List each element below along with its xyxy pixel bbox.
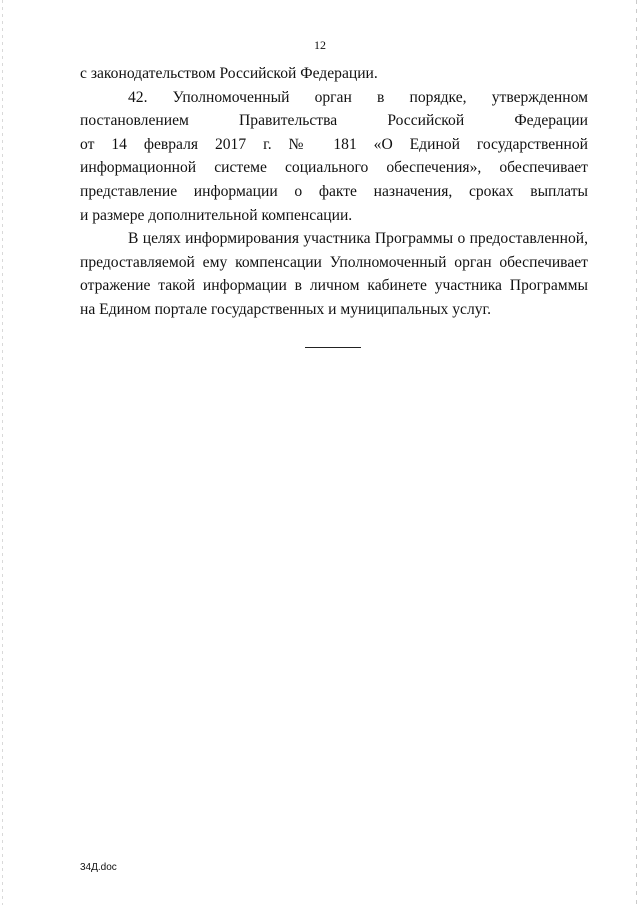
footer-filename: 34Д.doc — [80, 862, 117, 873]
end-separator — [305, 347, 361, 348]
text-line: постановлением Правительства Российской Федерации — [80, 112, 588, 130]
text-line: предоставляемой ему компенсации Уполномоченный орган обеспечивает — [80, 253, 588, 271]
page-number: 12 — [314, 38, 326, 52]
text-line: с законодательством Российской Федерации. — [80, 65, 378, 82]
text-line: 42. Уполномоченный орган в порядке, утвержденном — [128, 88, 588, 106]
paragraph-information — [80, 227, 588, 321]
text-line: и размере дополнительной компенсации. — [80, 206, 353, 224]
document-body — [80, 62, 588, 322]
scan-edge-right — [636, 0, 637, 905]
text-line: представление информации о факте назначения, сроках выплаты — [80, 182, 588, 200]
continuation-line — [80, 62, 588, 86]
text-line: В целях информирования участника Программы о предоставленной, — [128, 230, 588, 248]
text-line: на Едином портале государственных и муниципальных услуг. — [80, 300, 492, 318]
paragraph-42 — [80, 86, 588, 228]
text-line: от 14 февраля 2017 г. № 181 «О Единой государственной — [80, 135, 588, 153]
text-line: информационной системе социального обеспечения», обеспечивает — [80, 159, 588, 177]
text-line: отражение такой информации в личном кабинете участника Программы — [80, 277, 588, 295]
scan-edge-left — [2, 0, 3, 905]
